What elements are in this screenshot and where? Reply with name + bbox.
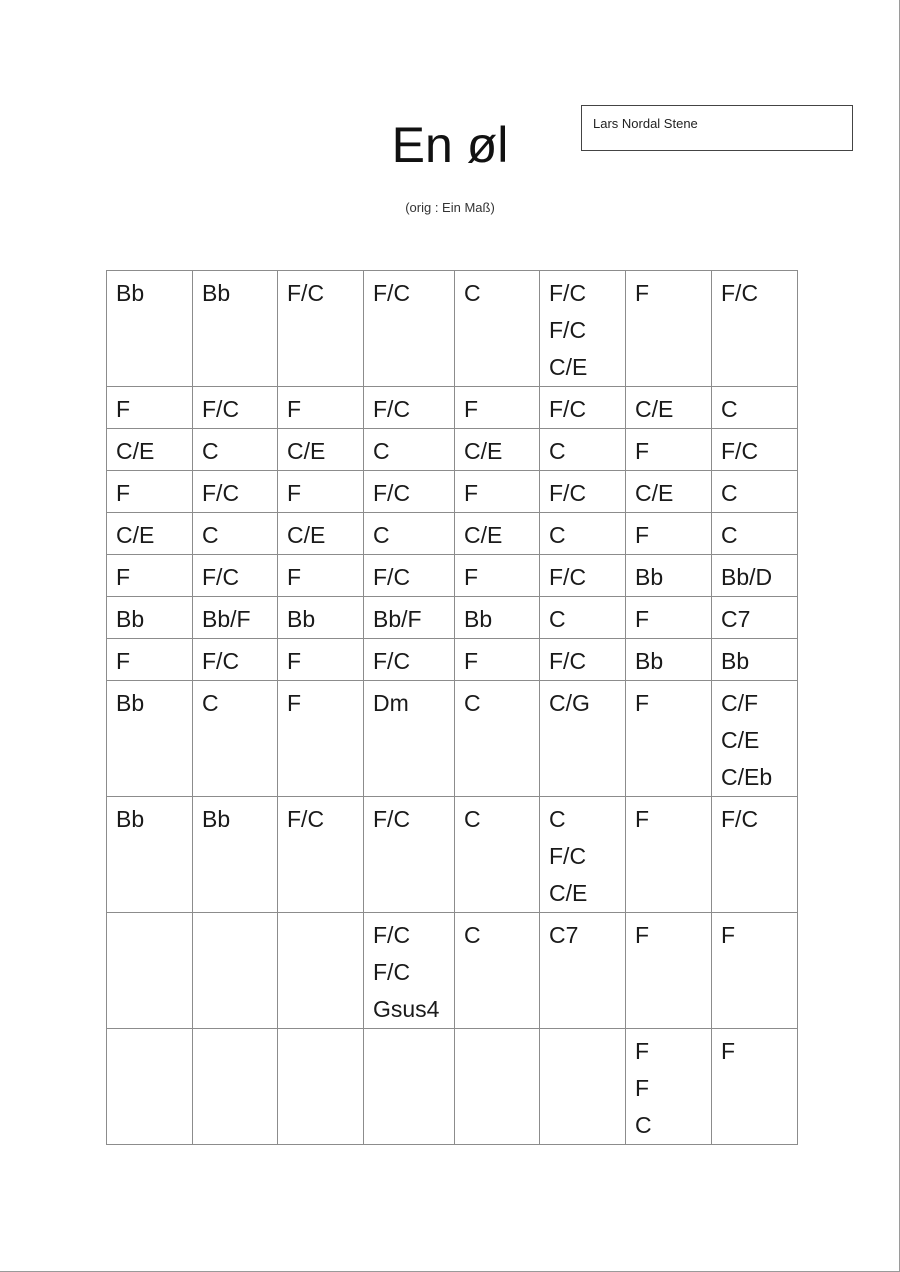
chord-cell: F: [455, 639, 540, 681]
chord-row: [107, 797, 798, 913]
chord-cell: Bb: [107, 597, 193, 639]
chord-cell: F/C: [193, 639, 278, 681]
chord-row: [107, 639, 798, 681]
chord-cell: F/C: [712, 429, 798, 471]
chord-cell: F/C: [278, 271, 364, 387]
chord-cell: F: [626, 913, 712, 1029]
chord-cell: Bb: [193, 797, 278, 913]
chord-cell: C: [712, 387, 798, 429]
chord-cell: C/E: [626, 471, 712, 513]
chord-cell: C/F C/E C/Eb: [712, 681, 798, 797]
chord-cell: F: [455, 555, 540, 597]
chord-cell: C7: [540, 913, 626, 1029]
chord-cell: F: [626, 513, 712, 555]
chord-cell: C: [712, 513, 798, 555]
chord-cell: Bb: [193, 271, 278, 387]
chord-cell: F: [278, 555, 364, 597]
chord-row: [107, 387, 798, 429]
chord-cell: C: [455, 797, 540, 913]
chord-cell: F/C: [540, 555, 626, 597]
chord-cell: F: [278, 471, 364, 513]
chord-cell: Bb: [107, 797, 193, 913]
author-name: Lars Nordal Stene: [593, 116, 698, 131]
chord-cell: F/C: [364, 639, 455, 681]
chord-cell: [278, 913, 364, 1029]
chord-cell: C: [540, 513, 626, 555]
chord-cell: F/C: [712, 797, 798, 913]
chord-cell: Bb/D: [712, 555, 798, 597]
chord-cell: F: [626, 597, 712, 639]
chord-cell: F: [107, 555, 193, 597]
chord-cell: C: [193, 429, 278, 471]
chord-cell: F/C: [540, 387, 626, 429]
chord-cell: F: [455, 387, 540, 429]
chord-row: [107, 513, 798, 555]
chord-cell: F: [107, 471, 193, 513]
chord-row: [107, 555, 798, 597]
chord-cell: F: [107, 387, 193, 429]
chord-cell: F/C: [193, 471, 278, 513]
chord-cell: C/G: [540, 681, 626, 797]
chord-cell: [193, 913, 278, 1029]
chord-cell: F F C: [626, 1029, 712, 1145]
chord-cell: F/C: [540, 639, 626, 681]
chord-cell: Bb/F: [193, 597, 278, 639]
chord-cell: F: [455, 471, 540, 513]
chord-cell: C: [540, 429, 626, 471]
chord-cell: C7: [712, 597, 798, 639]
chord-row: [107, 597, 798, 639]
chord-cell: C/E: [455, 513, 540, 555]
chord-cell: Bb/F: [364, 597, 455, 639]
chord-cell: F/C: [364, 471, 455, 513]
chord-table: [106, 270, 798, 1145]
chord-cell: C/E: [107, 429, 193, 471]
chord-cell: Bb: [626, 555, 712, 597]
chord-cell: F/C: [364, 555, 455, 597]
chord-cell: [107, 913, 193, 1029]
chord-cell: [278, 1029, 364, 1145]
chord-cell: F/C: [193, 555, 278, 597]
chord-row: [107, 271, 798, 387]
chord-cell: F/C: [712, 271, 798, 387]
chord-cell: F/C: [278, 797, 364, 913]
song-subtitle: (orig : Ein Maß): [405, 200, 495, 215]
chord-cell: C: [455, 913, 540, 1029]
chord-cell: F: [107, 639, 193, 681]
chord-cell: C: [364, 429, 455, 471]
chord-cell: F/C F/C C/E: [540, 271, 626, 387]
chord-cell: F: [278, 681, 364, 797]
chord-cell: F/C: [364, 797, 455, 913]
chord-cell: F: [626, 681, 712, 797]
chord-cell: C: [193, 513, 278, 555]
chord-row: [107, 1029, 798, 1145]
chord-cell: F: [626, 429, 712, 471]
chord-row: [107, 681, 798, 797]
chord-cell: C: [540, 597, 626, 639]
chord-cell: F/C: [540, 471, 626, 513]
chord-cell: C: [364, 513, 455, 555]
chord-cell: Dm: [364, 681, 455, 797]
chord-cell: C: [712, 471, 798, 513]
chord-row: [107, 429, 798, 471]
chord-cell: Bb: [107, 681, 193, 797]
chord-cell: C/E: [278, 429, 364, 471]
chord-cell: F: [626, 797, 712, 913]
chord-cell: F: [712, 913, 798, 1029]
chord-cell: F: [626, 271, 712, 387]
chord-cell: F/C: [193, 387, 278, 429]
chord-cell: C: [193, 681, 278, 797]
chord-cell: F: [712, 1029, 798, 1145]
chord-cell: [364, 1029, 455, 1145]
chord-cell: F/C: [364, 387, 455, 429]
chord-cell: Bb: [626, 639, 712, 681]
chord-cell: Bb: [107, 271, 193, 387]
chord-cell: F: [278, 387, 364, 429]
chord-cell: C F/C C/E: [540, 797, 626, 913]
chord-cell: C/E: [626, 387, 712, 429]
chord-cell: [540, 1029, 626, 1145]
chord-cell: C: [455, 271, 540, 387]
chord-cell: Bb: [278, 597, 364, 639]
song-title: En øl: [391, 117, 509, 173]
chord-row: [107, 471, 798, 513]
chord-row: [107, 913, 798, 1029]
chord-cell: C: [455, 681, 540, 797]
chord-cell: [193, 1029, 278, 1145]
chord-cell: F/C F/C Gsus4: [364, 913, 455, 1029]
chord-cell: [455, 1029, 540, 1145]
chord-cell: C/E: [278, 513, 364, 555]
chord-cell: Bb: [455, 597, 540, 639]
chord-cell: F/C: [364, 271, 455, 387]
chord-cell: F: [278, 639, 364, 681]
chord-cell: C/E: [455, 429, 540, 471]
chord-cell: [107, 1029, 193, 1145]
chord-cell: C/E: [107, 513, 193, 555]
chord-cell: Bb: [712, 639, 798, 681]
